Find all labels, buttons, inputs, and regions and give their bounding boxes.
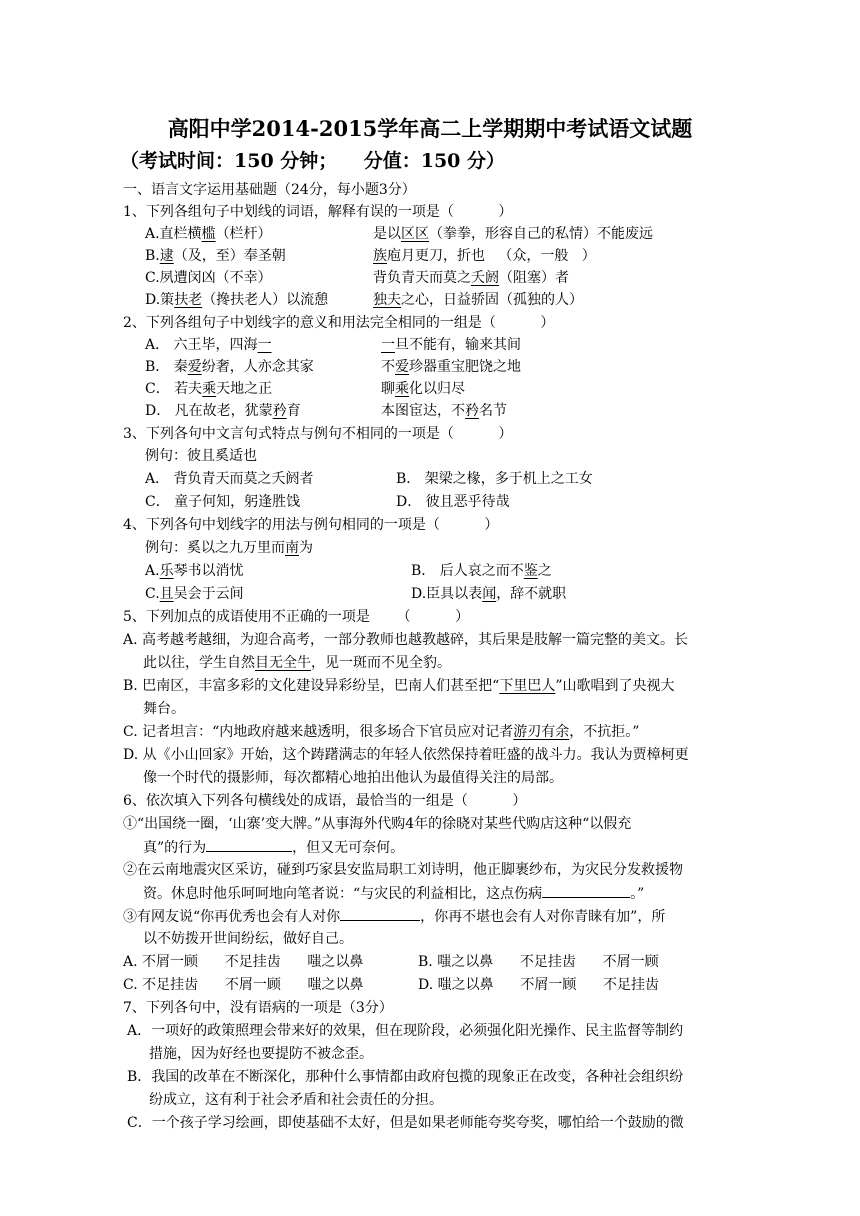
q2-option-a: A． 六王毕，四海一 [145,337,272,353]
q3-stem: 3、下列各句中文言句式特点与例句不相同的一项是（ ） [123,426,513,442]
q7-option-b-cont: 纷成立，这有利于社会矛盾和社会责任的分担。 [149,1092,443,1108]
q6-stem: 6、依次填入下列各句横线处的成语，最恰当的一组是（ ） [123,793,527,809]
fill-blank-1[interactable] [206,837,292,852]
q6-option-c: C. 不足挂齿 不屑一顾 嗤之以鼻 [123,977,364,993]
q7-option-a: A．一项好的政策照理会带来好的效果，但在现阶段，必须强化阳光操作、民主监督等制约 [127,1023,684,1039]
q5-stem: 5、下列加点的成语使用不正确的一项是 （ ） [123,609,470,625]
q7-option-c: C．一个孩子学习绘画，即使基础不太好，但是如果老师能夸奖夸奖，哪怕给一个鼓励的微 [127,1115,684,1131]
fill-blank-2[interactable] [542,883,630,898]
q2-option-b: B． 秦爱纷奢，人亦念其家 [145,359,314,375]
q5-option-c: C. 记者坦言：“内地政府越来越透明，很多场合下官员应对记者游刃有余，不抗拒。” [123,724,640,740]
q1-option-b-right: 族庖月更刀，折也 （众，一般 ） [373,248,596,264]
q1-stem: 1、下列各组句子中划线的词语，解释有误的一项是（ ） [123,204,513,220]
fill-blank-3[interactable] [340,906,420,921]
q4-stem: 4、下列各句中划线字的用法与例句相同的一项是（ ） [123,517,499,533]
q3-option-b: B． 架梁之椽，多于机上之工女 [396,471,593,487]
q1-option-c: C.夙遭闵凶（不幸） [145,270,272,286]
q6-sentence-1-cont: 真”的行为 ，但又无可奈何。 [143,837,404,858]
q6-sentence-2: ②在云南地震灾区采访，碰到巧家县安监局职工刘诗明，他正脚裹纱布，为灾民分发救援物 [123,862,683,878]
q2-option-b-right: 不爱珍器重宝肥饶之地 [381,359,521,375]
q1-option-a: A.直栏横槛（栏杆） [145,226,272,242]
q4-option-d: D.臣具以表闻，辞不就职 [411,586,567,602]
q2-option-c-right: 聊乘化以归尽 [381,381,465,397]
q6-option-b: B. 嗤之以鼻 不足挂齿 不屑一顾 [418,954,659,970]
q3-option-c: C． 童子何知，躬逢胜饯 [145,494,301,510]
q1-option-b: B.逮（及，至）奉圣朝 [145,248,286,264]
q3-option-a: A． 背负青天而莫之夭阏者 [145,471,314,487]
q7-option-b: B．我国的改革在不断深化，那种什么事情都由政府包揽的现象正在改变，各种社会组织纷 [127,1069,684,1085]
q2-option-c: C． 若夫乘天地之正 [145,381,273,397]
q4-option-a: A.乐琴书以消忧 [145,563,244,579]
q5-option-b-cont: 舞台。 [143,701,185,717]
q7-option-a-cont: 措施，因为好经也要提防不被念歪。 [149,1046,373,1062]
q6-option-d: D. 嗤之以鼻 不屑一顾 不足挂齿 [418,977,660,993]
q1-option-d: D.策扶老（搀扶老人）以流憩 [145,292,329,308]
q1-option-d-right: 独夫之心，日益骄固（孤独的人） [373,292,583,308]
q6-sentence-2-cont: 资。休息时他乐呵呵地向笔者说：“与灾民的利益相比，这点伤病 。” [143,883,644,904]
q2-stem: 2、下列各组句子中划线字的意义和用法完全相同的一组是（ ） [123,315,555,331]
q5-option-b: B. 巴南区，丰富多彩的文化建设异彩纷呈，巴南人们甚至把“下里巴人”山歌唱到了央视大 [123,678,675,694]
q4-option-c: C.且吴会于云间 [145,586,244,602]
q4-example: 例句：奚以之九万里而南为 [145,540,313,556]
q4-option-b: B． 后人哀之而不鉴之 [411,563,552,579]
section-heading: 一、语言文字运用基础题（24分，每小题3分） [123,182,416,198]
q5-option-a: A. 高考越考越细，为迎合高考，一部分教师也越教越碎，其后果是肢解一篇完整的美文。长 [123,632,689,648]
q6-option-a: A. 不屑一顾 不足挂齿 嗤之以鼻 [123,954,364,970]
q2-option-a-right: 一旦不能有，输来其间 [381,337,521,353]
q6-sentence-1: ①“出国绕一圈，‘山寨’变大牌。”从事海外代购4年的徐晓对某些代购店这种“以假充 [123,816,632,832]
q2-option-d: D． 凡在故老，犹蒙矜育 [145,403,301,419]
q6-sentence-3-cont: 以不妨拨开世间纷纭，做好自己。 [143,931,353,947]
q5-option-d-cont: 像一个时代的摄影师，每次都精心地拍出他认为最值得关注的局部。 [143,770,563,786]
q1-option-a-right: 是以区区（拳拳，形容自己的私情）不能废远 [373,226,653,242]
q7-stem: 7、下列各句中，没有语病的一项是（3分） [123,1000,393,1016]
q6-sentence-3: ③有网友说“你再优秀也会有人对你 ，你再不堪也会有人对你青睐有加”，所 [123,906,665,927]
q3-option-d: D． 彼且恶乎待哉 [396,494,510,510]
exam-subtitle: （考试时间：150 分钟； 分值：150 分） [120,150,506,172]
exam-title: 高阳中学2014-2015学年高二上学期期中考试语文试题 [167,116,693,141]
q5-option-a-cont: 此以往，学生自然目无全牛，见一斑而不见全豹。 [143,655,451,671]
q2-option-d-right: 本图宦达，不矜名节 [381,403,507,419]
q5-option-d: D. 从《小山回家》开始，这个踌躇满志的年轻人依然保持着旺盛的战斗力。我认为贾樟柯更 [123,747,689,763]
q1-option-c-right: 背负青天而莫之夭阏（阻塞）者 [373,270,569,286]
q3-example: 例句：彼且奚适也 [145,448,257,464]
